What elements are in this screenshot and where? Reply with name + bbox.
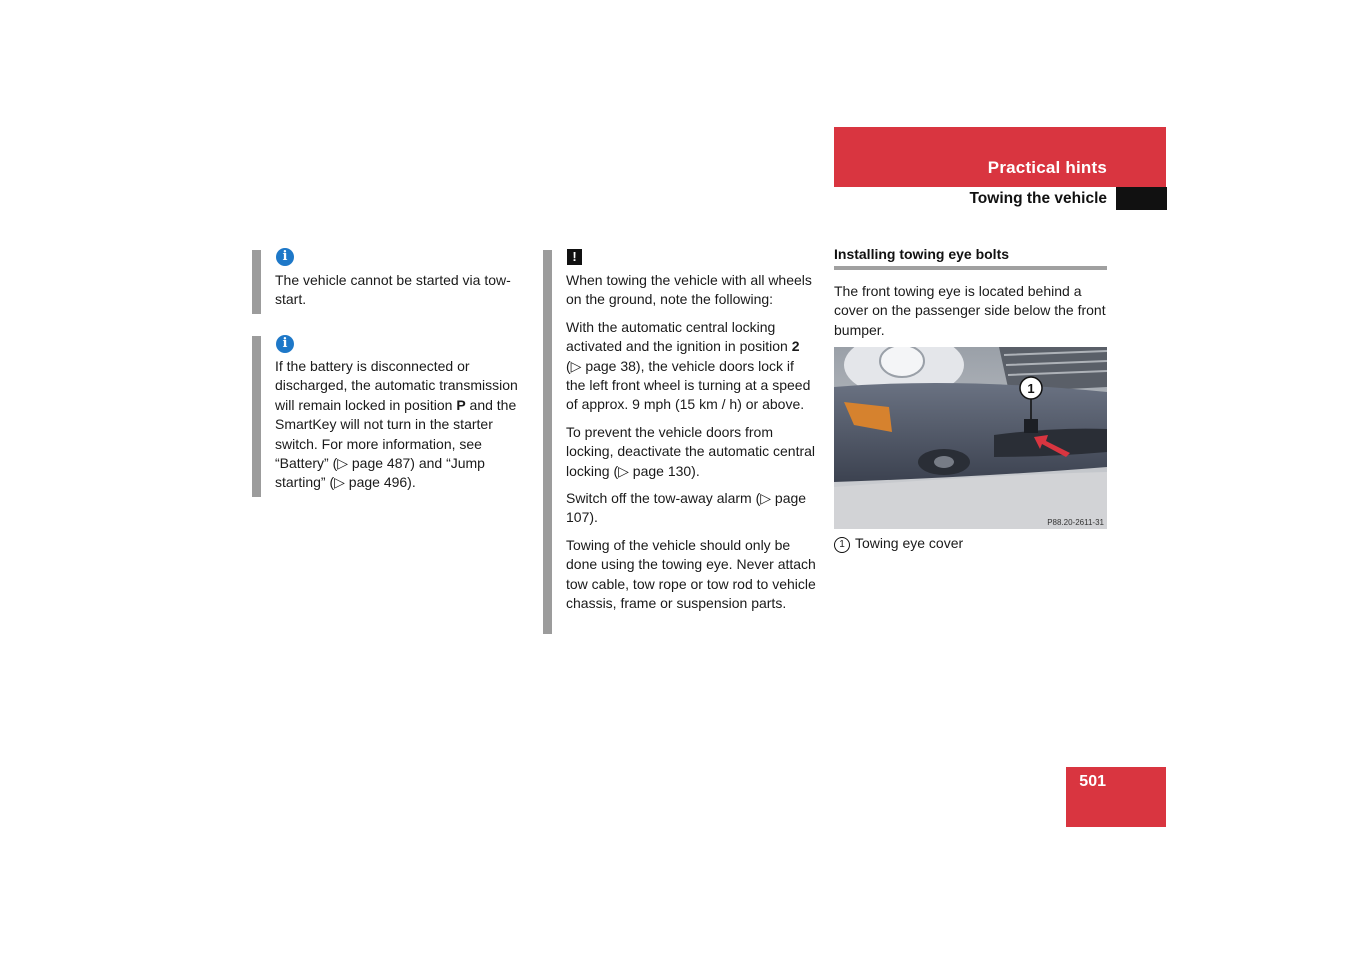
- callout-number: 1: [1027, 381, 1035, 396]
- image-code: P88.20-2611-31: [1047, 518, 1104, 527]
- warning-paragraph: With the automatic central locking activated and the ignition in position 2 (▷ page 38), the vehicle doors lock if the left front wheel is turning at a speed of approx. 9 mph (15 km / h) or above.: [566, 318, 811, 413]
- note-text: The vehicle cannot be started via tow-start.: [275, 272, 511, 308]
- warning-paragraph: Switch off the tow-away alarm (▷ page 107).: [566, 490, 807, 526]
- intro-text: The front towing eye is located behind a cover on the passenger side below the front bumper.: [834, 283, 1106, 338]
- caption-text: Towing eye cover: [855, 535, 964, 551]
- warning-icon: !: [567, 249, 582, 265]
- caption-number: 1: [834, 537, 850, 553]
- warning-bar: [543, 250, 552, 634]
- warning-paragraph: When towing the vehicle with all wheels on the ground, note the following:: [566, 272, 812, 308]
- info-icon: i: [276, 335, 294, 353]
- section-title: Practical hints: [987, 158, 1107, 177]
- subsection-title: Towing the vehicle: [969, 190, 1107, 207]
- header-red-band: [834, 127, 1166, 187]
- warning-paragraph: To prevent the vehicle doors from locking, deactivate the automatic central locking (▷ page 130).: [566, 423, 816, 479]
- section-heading: Installing towing eye bolts: [834, 246, 1010, 262]
- info-icon: i: [276, 248, 294, 266]
- note-text: If the battery is disconnected or discharged, the automatic transmission will remain locked in position P and the SmartKey will not turn in the starter switch. For more information, see “Battery” (▷ page 487) and “Jump starting” (▷ page 496).: [275, 358, 518, 491]
- header-black-tab: [1116, 187, 1167, 210]
- towing-eye-photo: [834, 347, 1107, 529]
- image-caption: [834, 535, 1107, 553]
- note-bar: [252, 250, 261, 314]
- heading-rule: [834, 266, 1107, 270]
- page-number: 501: [1079, 773, 1106, 790]
- note-bar: [252, 336, 261, 497]
- warning-text: [566, 271, 816, 622]
- warning-paragraph: Towing of the vehicle should only be done using the towing eye. Never attach tow cable, tow rope or tow rod to vehicle chassis, frame or suspension parts.: [566, 536, 816, 612]
